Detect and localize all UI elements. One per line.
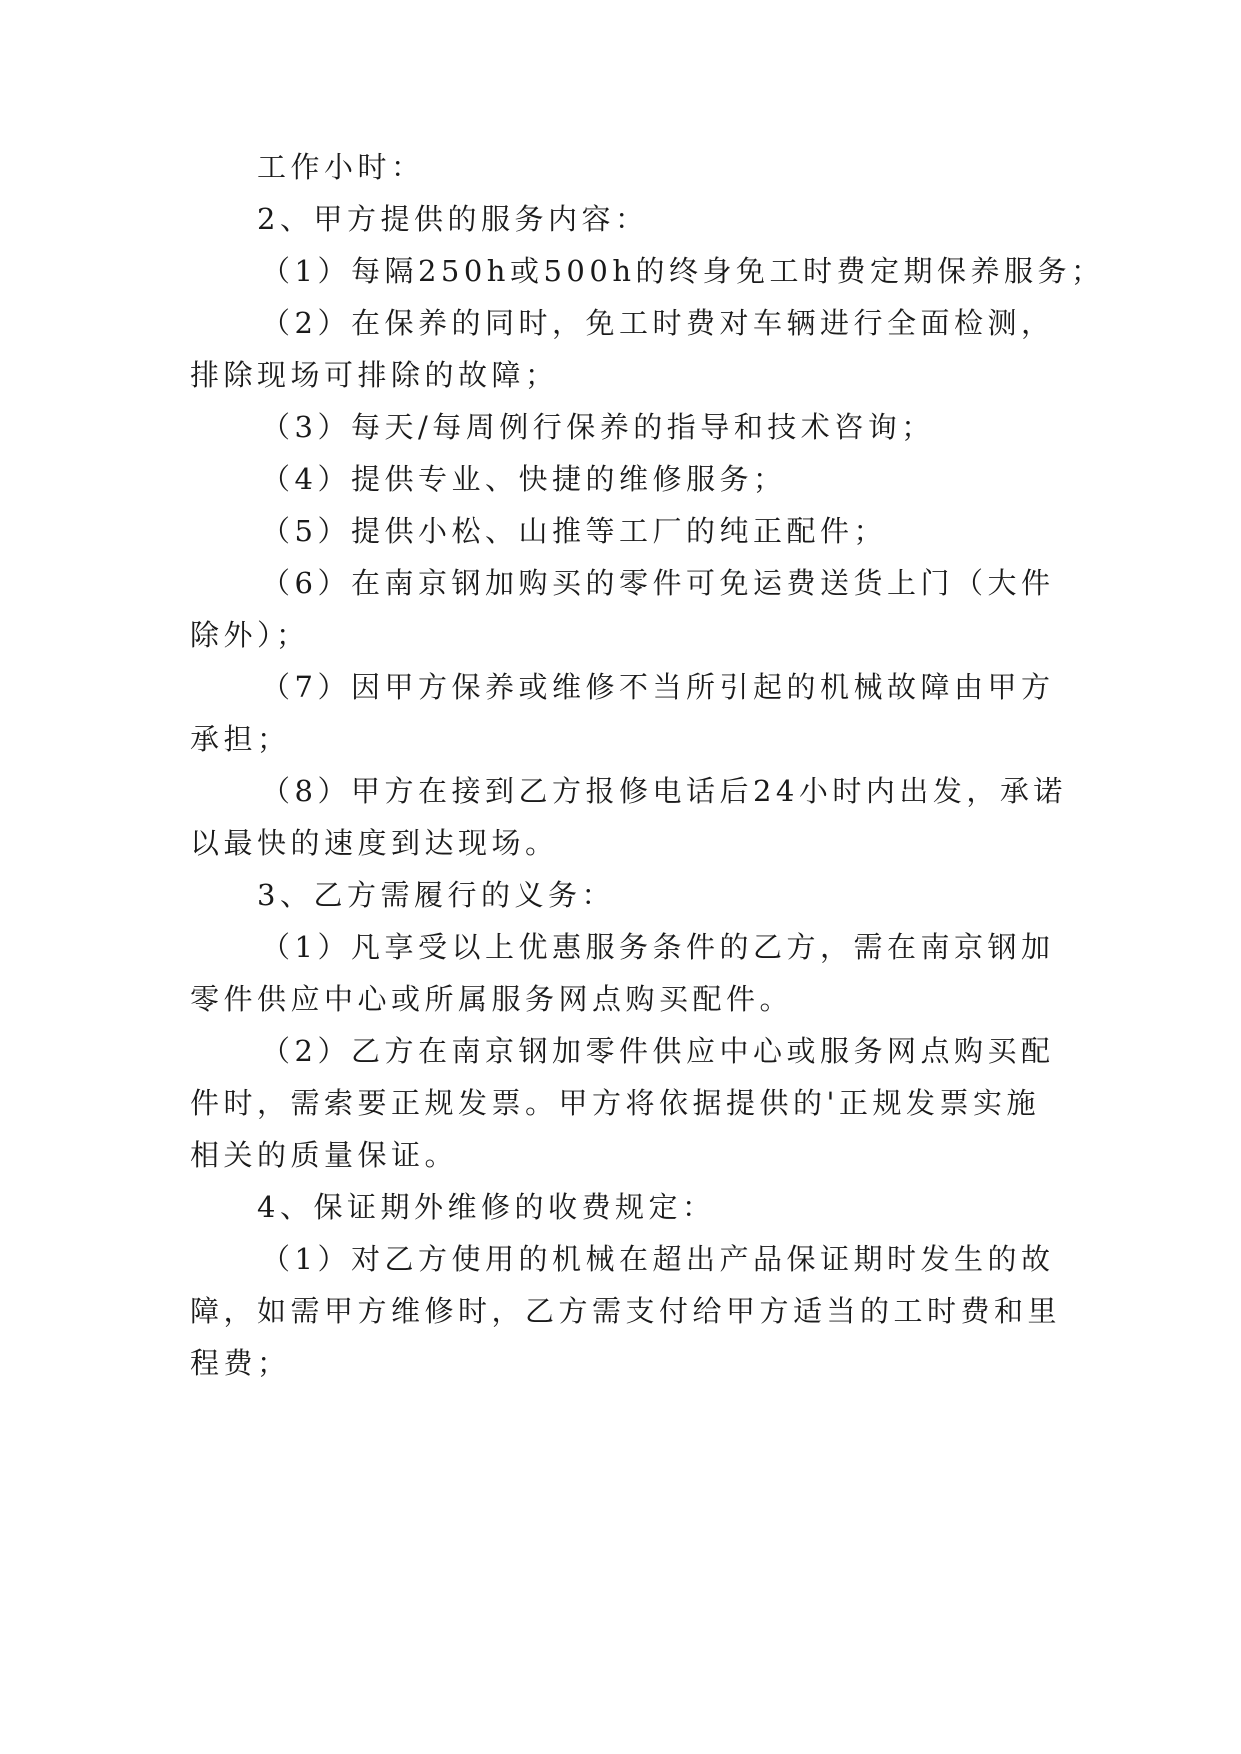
list-item: （1）凡享受以上优惠服务条件的乙方，需在南京钢加 <box>261 930 1055 964</box>
list-item: （2）乙方在南京钢加零件供应中心或服务网点购买配 <box>261 1034 1055 1068</box>
list-item-continuation: 承担； <box>190 722 291 756</box>
list-item: （5）提供小松、山推等工厂的纯正配件； <box>261 514 887 548</box>
list-item-continuation: 除外）； <box>190 618 310 652</box>
list-item: （3）每天/每周例行保养的指导和技术咨询； <box>261 410 935 444</box>
list-item: （4）提供专业、快捷的维修服务； <box>261 462 787 496</box>
list-item-continuation: 零件供应中心或所属服务网点购买配件。 <box>190 982 794 1016</box>
list-item-continuation: 件时，需索要正规发票。甲方将依据提供的'正规发票实施 <box>190 1086 1040 1120</box>
list-item-continuation: 障，如需甲方维修时，乙方需支付给甲方适当的工时费和里 <box>190 1294 1062 1328</box>
paragraph-line: 工作小时： <box>257 150 425 184</box>
list-item-continuation: 程费； <box>190 1346 291 1380</box>
list-item: （1）对乙方使用的机械在超出产品保证期时发生的故 <box>261 1242 1055 1276</box>
list-item: （2）在保养的同时，免工时费对车辆进行全面检测， <box>261 306 1055 340</box>
list-item-continuation: 排除现场可排除的故障； <box>190 358 559 392</box>
section-heading: 4、保证期外维修的收费规定： <box>257 1190 716 1224</box>
list-item: （6）在南京钢加购买的零件可免运费送货上门（大件 <box>261 566 1055 600</box>
list-item: （8）甲方在接到乙方报修电话后24小时内出发，承诺 <box>261 774 1067 808</box>
list-item: （7）因甲方保养或维修不当所引起的机械故障由甲方 <box>261 670 1055 704</box>
list-item-continuation: 以最快的速度到达现场。 <box>190 826 559 860</box>
section-heading: 2、甲方提供的服务内容： <box>257 202 649 236</box>
section-heading: 3、乙方需履行的义务： <box>257 878 615 912</box>
list-item: （1）每隔250h或500h的终身免工时费定期保养服务； <box>261 254 1105 288</box>
list-item-continuation: 相关的质量保证。 <box>190 1138 459 1172</box>
